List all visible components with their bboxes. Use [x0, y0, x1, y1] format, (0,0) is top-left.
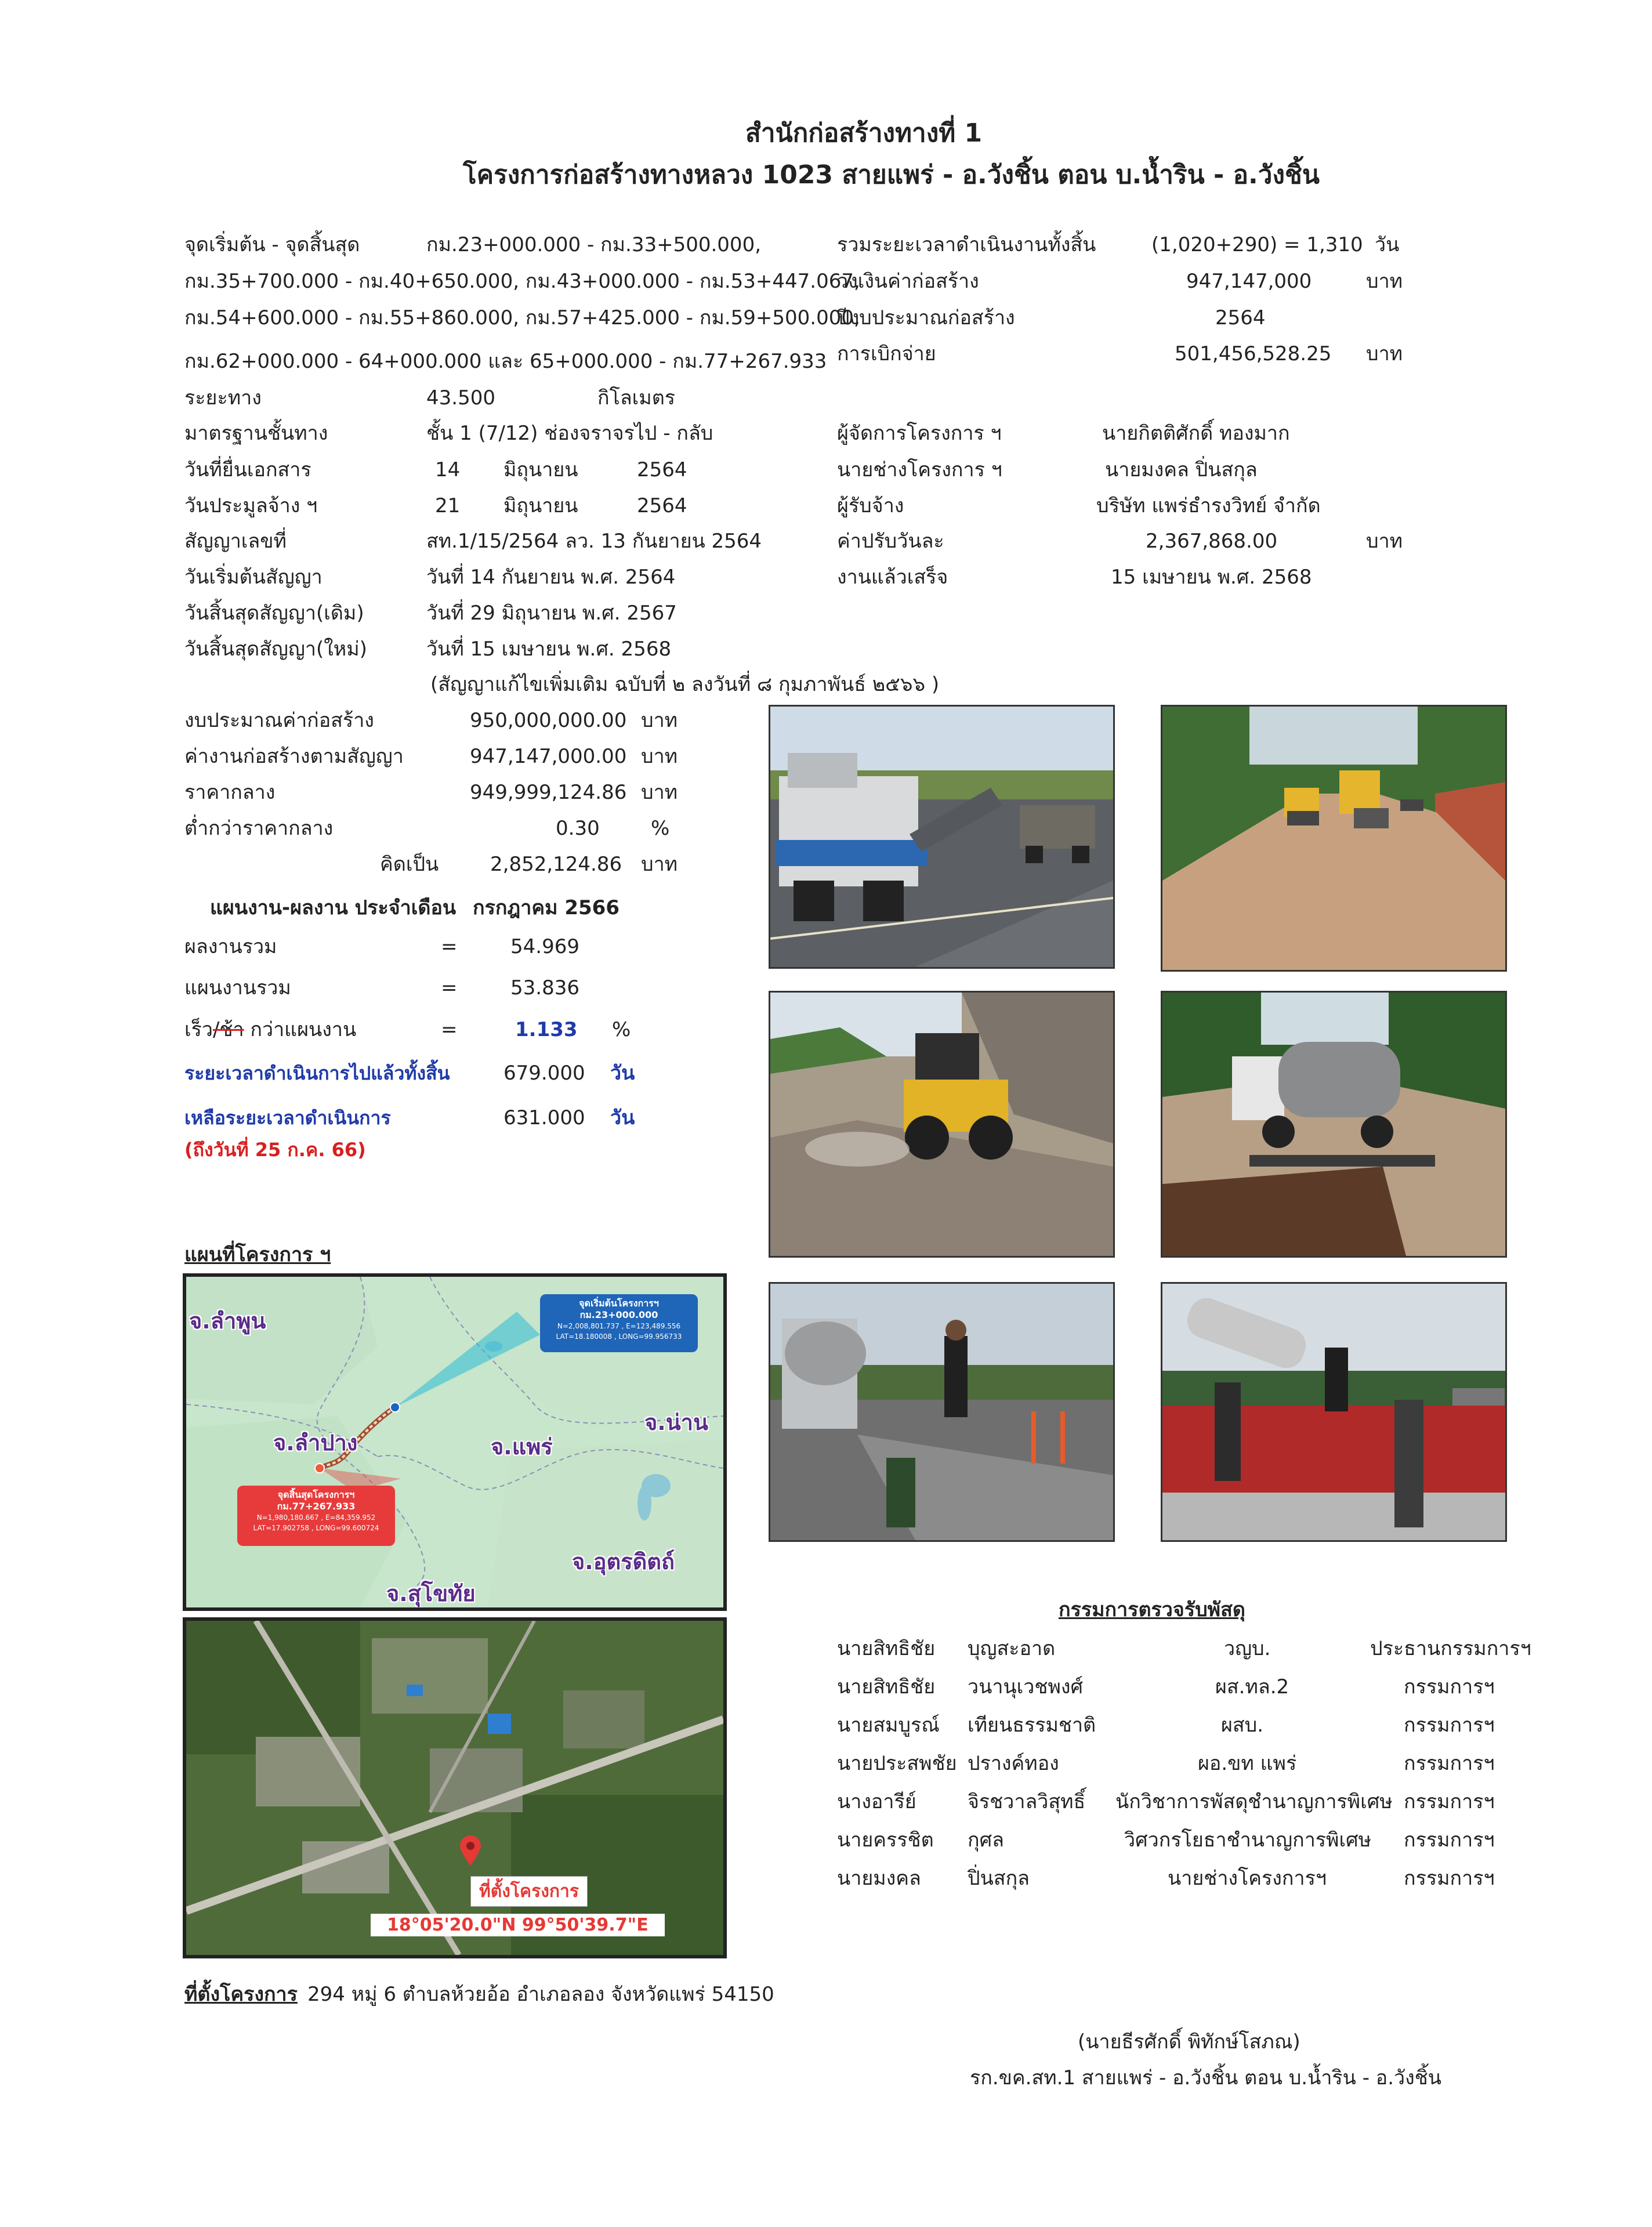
equals-sign: =: [441, 1018, 458, 1041]
completion-label: งานแล้วเสร็จ: [837, 566, 948, 589]
equals-sign: =: [441, 976, 458, 1000]
contract-end-new-value: วันที่ 15 เมษายน พ.ศ. 2568: [426, 638, 672, 661]
project-title: โครงการก่อสร้างทางหลวง 1023 สายแพร่ - อ.วังชิ้น ตอน บ.น้ำริน - อ.วังชิ้น: [463, 160, 1320, 190]
province-label-nan: จ.น่าน: [644, 1410, 708, 1435]
member-surname: ปรางค์ทอง: [968, 1752, 1059, 1775]
manager-value: นายกิตติศักดิ์ ทองมาก: [1102, 422, 1290, 445]
end-callout-title: จุดสิ้นสุดโครงการฯ: [277, 1489, 355, 1500]
diff-label-slow: /ช้า: [212, 1018, 244, 1041]
total-time-label: รวมระยะเวลาดำเนินงานทั้งสิ้น: [837, 233, 1096, 256]
finance-unit: บาท: [641, 853, 678, 876]
equals-sign: =: [441, 935, 458, 958]
distance-label: ระยะทาง: [184, 386, 262, 410]
finance-value: 0.30: [556, 817, 600, 840]
finance-value: 947,147,000.00: [470, 745, 627, 768]
member-position: นักวิชาการพัสดุชำนาญการพิเศษ: [1115, 1790, 1393, 1813]
budget-value: 947,147,000: [1186, 270, 1312, 293]
contract-end-old-value: วันที่ 29 มิถุนายน พ.ศ. 2567: [426, 602, 677, 625]
committee-title: กรรมการตรวจรับพัสดุ: [1059, 1598, 1245, 1621]
total-time-unit: วัน: [1375, 233, 1400, 256]
signatory-name: (นายธีรศักดิ์ พิทักษ์โสภณ): [1078, 2030, 1300, 2054]
diff-label: [184, 1018, 356, 1041]
finance-unit: บาท: [641, 781, 678, 804]
province-label-sukhothai: จ.สุโขทัย: [386, 1581, 476, 1606]
end-callout-coords: N=1,980,180.667 , E=84,359.952: [256, 1513, 376, 1522]
fine-value: 2,367,868.00: [1146, 530, 1278, 553]
contractor-value: บริษัท แพร่ธำรงวิทย์ จำกัด: [1096, 494, 1321, 517]
contract-start-label: วันเริ่มต้นสัญญา: [184, 566, 323, 589]
member-role: ประธานกรรมการฯ: [1370, 1637, 1531, 1660]
province-label-uttaradit: จ.อุตรดิตถ์: [572, 1549, 675, 1574]
actual-label: ผลงานรวม: [184, 935, 277, 958]
end-callout-km: กม.77+267.933: [277, 1501, 356, 1512]
plan-label: แผนงานรวม: [184, 976, 291, 1000]
location-marker-label: ที่ตั้งโครงการ: [470, 1876, 588, 1907]
finance-label: งบประมาณค่าก่อสร้าง: [184, 709, 374, 732]
submit-year: 2564: [637, 458, 687, 481]
member-surname: วนานุเวชพงศ์: [968, 1675, 1084, 1699]
fine-label: ค่าปรับวันละ: [837, 530, 944, 553]
auction-year: 2564: [637, 494, 687, 517]
tanker-truck-icon: [1162, 993, 1505, 1256]
office-title: สำนักก่อสร้างทางที่ 1: [745, 118, 983, 148]
fiscal-year-label: ปีงบประมาณก่อสร้าง: [837, 306, 1015, 329]
location-address: 294 หมู่ 6 ตำบลห้วยอ้อ อำเภอลอง จังหวัดแพร่ 54150: [307, 1983, 774, 2006]
remaining-value: 631.000: [503, 1106, 585, 1129]
concrete-mixer-icon: [770, 1284, 1113, 1540]
budget-unit: บาท: [1366, 270, 1403, 293]
start-end-value: กม.23+000.000 - กม.33+500.000,: [426, 233, 762, 256]
finance-label: ค่างานก่อสร้างตามสัญญา: [184, 745, 404, 768]
km-line-4: กม.62+000.000 - 64+000.000 และ 65+000.000 - กม.77+267.933: [184, 350, 827, 373]
diff-unit: %: [612, 1018, 631, 1041]
progress-month: กรกฎาคม 2566: [473, 896, 620, 919]
plan-value: 53.836: [510, 976, 579, 1000]
member-position: นายช่างโครงการฯ: [1168, 1867, 1327, 1890]
member-surname: เทียนธรรมชาติ: [968, 1714, 1096, 1737]
location-coords: 18°05'20.0"N 99°50'39.7"E: [371, 1914, 665, 1936]
member-name: นายประสพชัย: [837, 1752, 957, 1775]
member-position: วิศวกรโยธาชำนาญการพิเศษ: [1124, 1828, 1372, 1852]
budget-label: วงเงินค่าก่อสร้าง: [837, 270, 979, 293]
member-name: นายสิทธิชัย: [837, 1637, 936, 1660]
submit-date-label: วันที่ยื่นเอกสาร: [184, 458, 311, 481]
start-callout-latlon: LAT=18.180008 , LONG=99.956733: [556, 1332, 682, 1341]
start-callout-km: กม.23+000.000: [579, 1309, 658, 1320]
auction-month: มิถุนายน: [503, 494, 578, 517]
satellite-map-graphic: [186, 1621, 723, 1955]
member-name: นางอารีย์: [837, 1790, 916, 1813]
member-position: ผอ.ขท แพร่: [1198, 1752, 1297, 1775]
start-point-callout: [540, 1294, 698, 1352]
manager-label: ผู้จัดการโครงการ ฯ: [837, 422, 1002, 445]
member-role: กรรมการฯ: [1404, 1790, 1495, 1813]
contract-end-old-label: วันสิ้นสุดสัญญา(เดิม): [184, 602, 364, 625]
remaining-unit: วัน: [610, 1106, 635, 1129]
finance-value: 2,852,124.86: [490, 853, 622, 876]
location-pin-icon: [459, 1835, 482, 1866]
member-role: กรรมการฯ: [1404, 1828, 1495, 1852]
map-section-title: แผนที่โครงการ ฯ: [184, 1243, 331, 1266]
formwork-icon: [1162, 1284, 1505, 1540]
disbursement-unit: บาท: [1366, 342, 1403, 365]
total-time-value: (1,020+290) = 1,310: [1151, 233, 1363, 256]
member-surname: จิรชวาลวิสุทธิ์: [968, 1790, 1086, 1813]
member-role: กรรมการฯ: [1404, 1867, 1495, 1890]
disbursement-label: การเบิกจ่าย: [837, 342, 936, 365]
signatory-position: รก.ขค.สท.1 สายแพร่ - อ.วังชิ้น ตอน บ.น้ำริน - อ.วังชิ้น: [970, 2066, 1442, 2090]
standard-label: มาตรฐานชั้นทาง: [184, 422, 328, 445]
engineer-label: นายช่างโครงการ ฯ: [837, 458, 1002, 481]
elapsed-value: 679.000: [503, 1062, 585, 1085]
standard-value: ชั้น 1 (7/12) ช่องจราจรไป - กลับ: [426, 422, 713, 445]
member-name: นายมงคล: [837, 1867, 921, 1890]
auction-day: 21: [435, 494, 461, 517]
fiscal-year-value: 2564: [1215, 306, 1266, 329]
as-of-date: (ถึงวันที่ 25 ก.ค. 66): [184, 1139, 366, 1161]
km-line-2: กม.35+700.000 - กม.40+650.000, กม.43+000.000 - กม.53+447.067,: [184, 270, 860, 293]
satellite-map[interactable]: [183, 1617, 727, 1958]
finance-label: ราคากลาง: [184, 781, 276, 804]
construction-photo-formwork: [1161, 1282, 1507, 1542]
construction-photo-asphalt-spraying: [1161, 991, 1507, 1258]
member-name: นายครรชิต: [837, 1828, 934, 1852]
submit-day: 14: [435, 458, 461, 481]
progress-heading: แผนงาน-ผลงาน ประจำเดือน: [210, 896, 457, 919]
member-role: กรรมการฯ: [1404, 1752, 1495, 1775]
finance-unit: บาท: [641, 745, 678, 768]
elapsed-unit: วัน: [610, 1062, 635, 1085]
contract-end-new-label: วันสิ้นสุดสัญญา(ใหม่): [184, 638, 367, 661]
completion-value: 15 เมษายน พ.ศ. 2568: [1111, 566, 1312, 589]
start-callout-coords: N=2,008,801.737 , E=123,489.556: [557, 1322, 681, 1330]
distance-unit: กิโลเมตร: [597, 386, 676, 410]
member-role: กรรมการฯ: [1404, 1714, 1495, 1737]
grader-icon: [770, 993, 1113, 1256]
finance-label: คิดเป็น: [380, 853, 439, 876]
construction-photo-rollers: [1161, 705, 1507, 972]
contractor-label: ผู้รับจ้าง: [837, 494, 904, 517]
amendment-note: (สัญญาแก้ไขเพิ่มเติม ฉบับที่ ๒ ลงวันที่ ๘ กุมภาพันธ์ ๒๕๖๖ ): [430, 673, 940, 696]
distance-value: 43.500: [426, 386, 495, 410]
diff-value: 1.133: [515, 1018, 578, 1041]
end-point-callout: [237, 1486, 395, 1546]
province-label-lampang: จ.ลำปาง: [273, 1430, 358, 1455]
member-position: วญบ.: [1224, 1637, 1271, 1660]
location-label: ที่ตั้งโครงการ: [184, 1983, 298, 2006]
disbursement-value: 501,456,528.25: [1175, 342, 1332, 365]
finance-value: 949,999,124.86: [470, 781, 627, 804]
submit-month: มิถุนายน: [503, 458, 578, 481]
remaining-label: เหลือระยะเวลาดำเนินการ: [184, 1107, 391, 1129]
contract-no-value: สท.1/15/2564 ลว. 13 กันยายน 2564: [426, 530, 762, 553]
end-callout-latlon: LAT=17.902758 , LONG=99.600724: [253, 1524, 379, 1532]
km-line-3: กม.54+600.000 - กม.55+860.000, กม.57+425.000 - กม.59+500.000,: [184, 306, 860, 329]
finance-value: 950,000,000.00: [470, 709, 627, 732]
construction-photo-grader: [769, 991, 1115, 1258]
province-label-phrae: จ.แพร่: [491, 1434, 553, 1460]
finance-label: ต่ำกว่าราคากลาง: [184, 817, 334, 840]
contract-no-label: สัญญาเลขที่: [184, 530, 287, 553]
diff-label-rest: กว่าแผนงาน: [244, 1018, 357, 1041]
elapsed-label: ระยะเวลาดำเนินการไปแล้วทั้งสิ้น: [184, 1062, 450, 1084]
member-position: ผส.ทล.2: [1215, 1675, 1289, 1699]
province-label-lamphun: จ.ลำพูน: [189, 1308, 266, 1334]
member-role: กรรมการฯ: [1404, 1675, 1495, 1699]
member-surname: กุศล: [968, 1828, 1005, 1852]
province-map[interactable]: [183, 1273, 727, 1611]
start-end-label: จุดเริ่มต้น - จุดสิ้นสุด: [184, 233, 360, 256]
member-position: ผสบ.: [1221, 1714, 1264, 1737]
actual-value: 54.969: [510, 935, 579, 958]
finance-unit: บาท: [641, 709, 678, 732]
member-surname: บุญสะอาด: [968, 1637, 1056, 1660]
finance-unit: %: [651, 817, 670, 840]
member-name: นายสมบูรณ์: [837, 1714, 940, 1737]
engineer-value: นายมงคล ปิ่นสกุล: [1105, 458, 1258, 481]
road-roller-icon: [1162, 707, 1505, 970]
auction-date-label: วันประมูลจ้าง ฯ: [184, 494, 318, 517]
diff-label-fast: เร็ว: [184, 1018, 213, 1041]
construction-photo-milling: [769, 705, 1115, 969]
member-surname: ปิ่นสกุล: [968, 1867, 1030, 1890]
contract-start-value: วันที่ 14 กันยายน พ.ศ. 2564: [426, 566, 676, 589]
start-callout-title: จุดเริ่มต้นโครงการฯ: [579, 1298, 659, 1309]
fine-unit: บาท: [1366, 530, 1403, 553]
member-name: นายสิทธิชัย: [837, 1675, 936, 1699]
construction-photo-concrete-pouring: [769, 1282, 1115, 1542]
milling-machine-icon: [770, 707, 1113, 967]
